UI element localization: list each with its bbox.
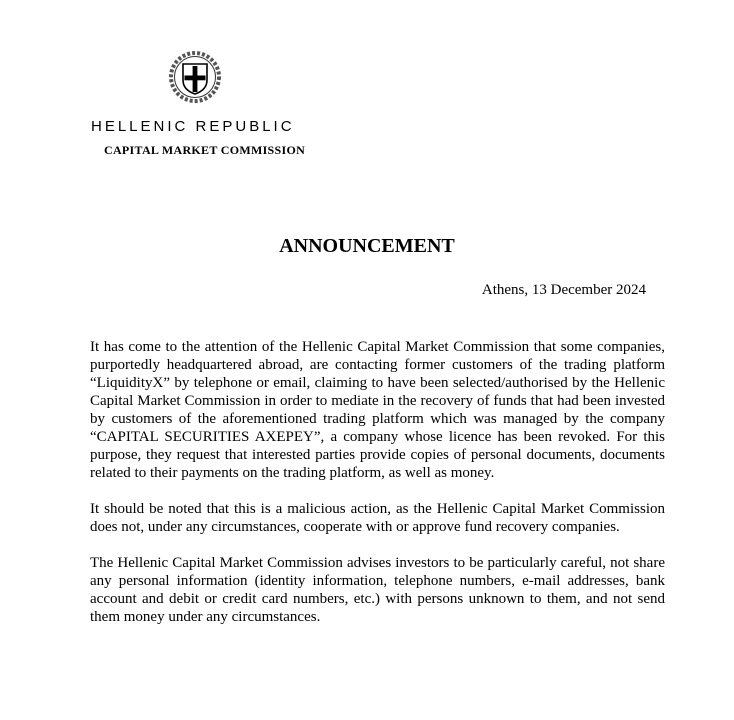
body-paragraph: It has come to the attention of the Hellenic Capital Market Commission that some companies, purportedly headquartered abroad, are contacting former customers of the trading platform “LiquidityX” by telephone or email, claiming to have been selected/authorised by the Hellenic Capital Market Commission in order to mediate in the recovery of funds that had been invested by customers of the aforementioned trading platform which was managed by the company “CAPITAL SECURITIES AXEPEY”, a company whose licence has been revoked. For this purpose, they request that interested parties provide copies of personal documents, documents related to their payments on the trading platform, as well as money. bbox=[90, 339, 665, 481]
announcement-body bbox=[90, 338, 665, 644]
body-paragraph: The Hellenic Capital Market Commission advises investors to be particularly careful, not share any personal information (identity information, telephone numbers, e-mail addresses, bank account and debit or credit card numbers, etc.) with persons unknown to them, and not send them money under any circumstances. bbox=[90, 555, 665, 625]
body-paragraph: It should be noted that this is a malicious action, as the Hellenic Capital Market Commission does not, under any circumstances, cooperate with or approve fund recovery companies. bbox=[90, 501, 665, 535]
page-title: ANNOUNCEMENT bbox=[279, 235, 455, 257]
greek-coat-of-arms-icon bbox=[168, 50, 222, 104]
issuer-name: HELLENIC REPUBLIC bbox=[91, 118, 295, 135]
issuer-department: CAPITAL MARKET COMMISSION bbox=[104, 143, 306, 157]
announcement-date: Athens, 13 December 2024 bbox=[481, 282, 646, 298]
